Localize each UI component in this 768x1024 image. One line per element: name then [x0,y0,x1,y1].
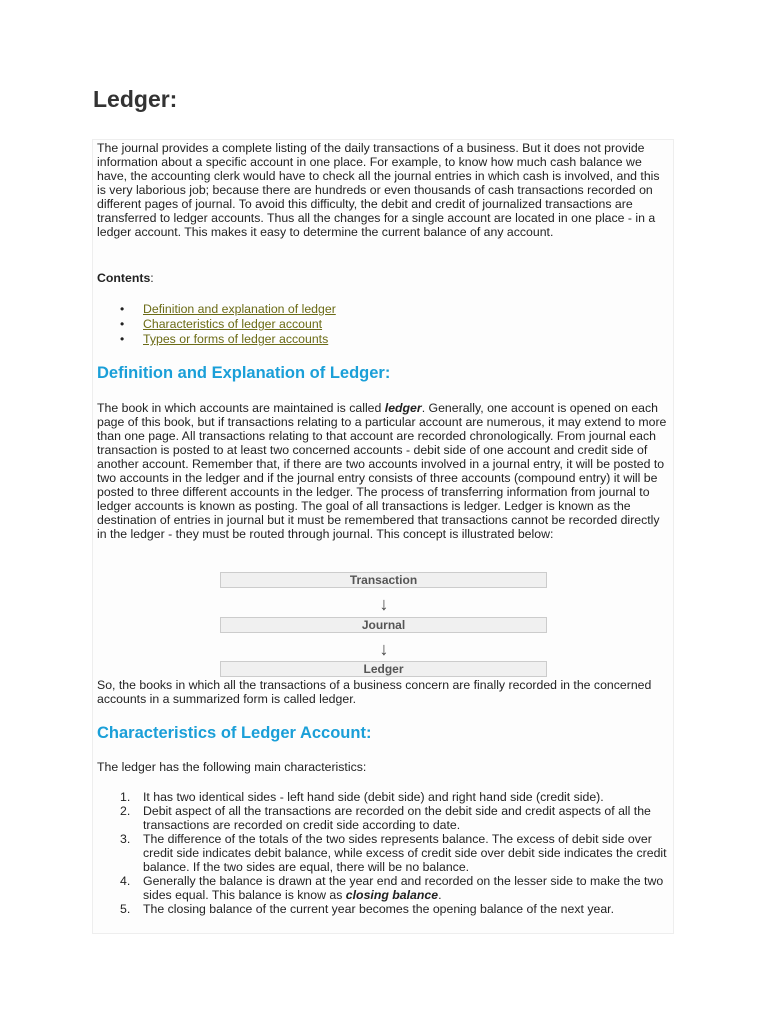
flow-box-transaction: Transaction [220,572,547,588]
definition-paragraph [97,401,671,541]
definition-text-before: The book in which accounts are maintained is called [97,401,385,415]
list-number: 2. [120,804,131,818]
list-item-text: The difference of the totals of the two sides represents balance. The excess of debit side over credit side indicates debit balance, while excess of credit side over debit side indicates the credit balance. If the two sides are equal, there will be no balance. [143,832,667,874]
bullet-icon: • [120,332,125,346]
intro-paragraph: The journal provides a complete listing of the daily transactions of a business. But it does not provide information about a specific account in one place. For example, to know how much cash balance we have, the accounting clerk would have to check all the journal entries in which cash is involved, and this is very laborious job; because there are hundreds or even thousands of cash transactions recorded on different pages of journal. To avoid this difficulty, the debit and credit of journalized transactions are transferred to ledger accounts. Thus all the changes for a single account are located in one place - in a ledger account. This makes it easy to determine the current balance of any account. [97,141,660,239]
arrow-down-icon: ↓ [379,639,389,659]
characteristics-intro: The ledger has the following main characteristics: [97,760,367,774]
list-number: 3. [120,832,131,846]
arrow-down-icon: ↓ [379,594,389,614]
list-item [117,902,671,916]
list-item [117,874,671,902]
toc-link-characteristics[interactable]: Characteristics of ledger account [143,317,323,331]
closing-balance-emphasis: closing balance [345,888,439,902]
list-number: 5. [120,902,131,916]
definition-heading: Definition and Explanation of Ledger: [97,364,391,382]
list-item-text-after: . [438,888,442,902]
toc-link-definition[interactable]: Definition and explanation of ledger [143,302,336,316]
list-item-text: It has two identical sides - left hand side (debit side) and right hand side (credit side). [143,790,604,804]
contents-label-text: Contents [97,271,151,285]
contents-label-colon: : [150,271,154,285]
characteristics-list [117,790,671,916]
list-item-text: Debit aspect of all the transactions are recorded on the debit side and credit aspects of all the transactions are recorded on credit side according to date. [143,804,651,832]
list-number: 1. [120,790,131,804]
page-title: Ledger: [93,86,178,112]
toc-item [118,317,336,332]
toc-link-types[interactable]: Types or forms of ledger accounts [143,332,329,346]
contents-label [97,271,154,285]
list-item [117,832,671,874]
characteristics-heading: Characteristics of Ledger Account: [97,724,372,742]
list-item-text-before: Generally the balance is drawn at the year end and recorded on the lesser side to make the two sides equal. This balance is know as [143,874,664,902]
list-item [117,790,671,804]
flow-box-ledger: Ledger [220,661,547,677]
definition-summary: So, the books in which all the transactions of a business concern are finally recorded in the concerned accounts in a summarized form is called ledger. [97,678,652,706]
definition-emphasis: ledger [384,401,422,415]
bullet-icon: • [120,317,125,331]
table-of-contents [118,302,336,347]
bullet-icon: • [120,302,125,316]
list-item [117,804,671,832]
flow-box-journal: Journal [220,617,547,633]
toc-item [118,302,336,317]
definition-text-after: . Generally, one account is opened on each page of this book, but if transactions relating to a particular account are numerous, it may extend to more than one page. All transactions relating to that account are recorded chronologically. From journal each transaction is posted to at least two concerned accounts - debit side of one account and credit side of another account. Remember that, if there are two accounts involved in a journal entry, it will be posted to two accounts in the ledger and if the journal entry consists of three accounts (compound entry) it will be posted to three different accounts in the ledger. The process of transferring information from journal to ledger accounts is known as posting. The goal of all transactions is ledger. Ledger is known as the destination of entries in journal but it must be remembered that transactions cannot be recorded directly in the ledger - they must be routed through journal. This concept is illustrated below: [97,401,667,541]
list-item-text: The closing balance of the current year becomes the opening balance of the next year. [143,902,614,916]
list-number: 4. [120,874,131,888]
toc-item [118,332,336,347]
